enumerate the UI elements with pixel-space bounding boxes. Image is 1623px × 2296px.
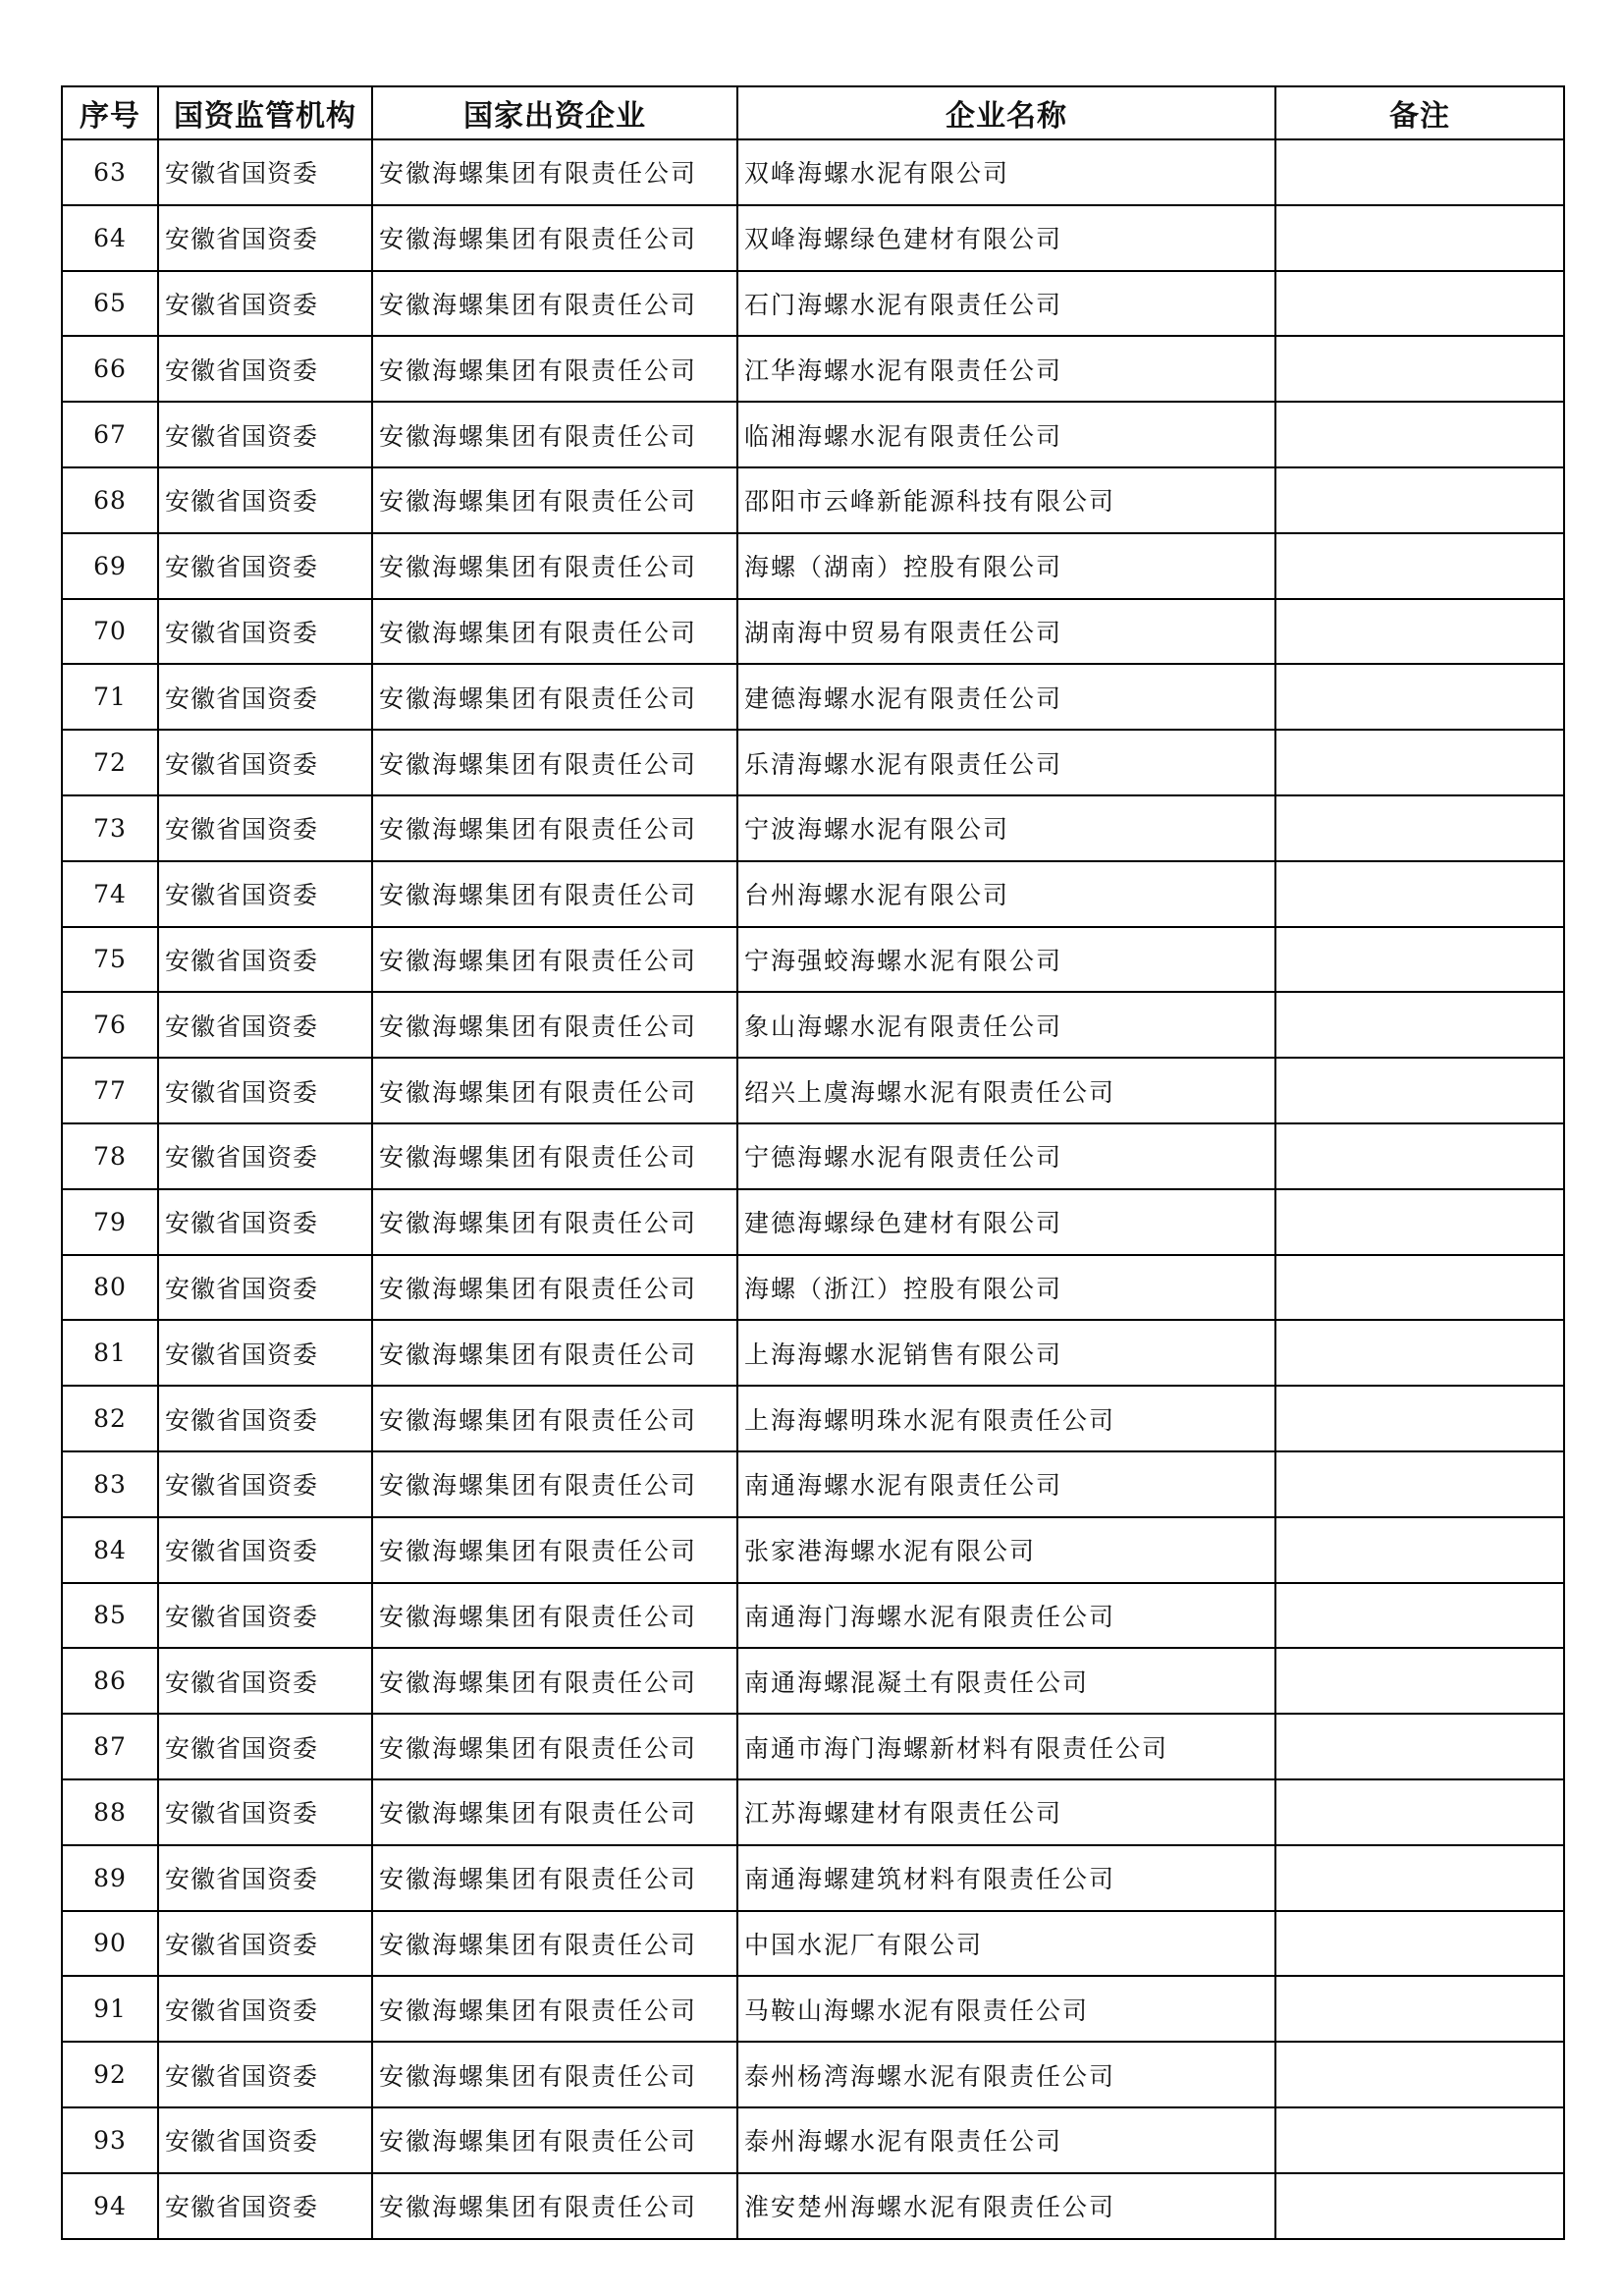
enterprise-name-cell: 上海海螺水泥销售有限公司 (737, 1320, 1275, 1386)
remarks-cell (1275, 467, 1564, 533)
investor-cell: 安徽海螺集团有限责任公司 (372, 1911, 737, 1977)
investor-cell: 安徽海螺集团有限责任公司 (372, 927, 737, 993)
supervisor-cell: 安徽省国资委 (158, 139, 372, 205)
remarks-cell (1275, 1255, 1564, 1321)
supervisor-cell: 安徽省国资委 (158, 730, 372, 795)
header-serial-number: 序号 (62, 86, 158, 139)
header-enterprise-name: 企业名称 (737, 86, 1275, 139)
remarks-cell (1275, 1911, 1564, 1977)
enterprise-name-cell: 海螺（湖南）控股有限公司 (737, 533, 1275, 599)
table-row (62, 1386, 1564, 1451)
serial-number-cell: 77 (62, 1058, 158, 1123)
supervisor-cell: 安徽省国资委 (158, 1517, 372, 1583)
supervisor-cell: 安徽省国资委 (158, 861, 372, 927)
enterprise-name-cell: 建德海螺水泥有限责任公司 (737, 664, 1275, 730)
remarks-cell (1275, 730, 1564, 795)
enterprise-name-cell: 马鞍山海螺水泥有限责任公司 (737, 1976, 1275, 2042)
remarks-cell (1275, 1517, 1564, 1583)
supervisor-cell: 安徽省国资委 (158, 1058, 372, 1123)
table-row (62, 271, 1564, 337)
supervisor-cell: 安徽省国资委 (158, 1451, 372, 1517)
supervisor-cell: 安徽省国资委 (158, 271, 372, 337)
supervisor-cell: 安徽省国资委 (158, 205, 372, 271)
investor-cell: 安徽海螺集团有限责任公司 (372, 1058, 737, 1123)
serial-number-cell: 65 (62, 271, 158, 337)
enterprise-name-cell: 中国水泥厂有限公司 (737, 1911, 1275, 1977)
table-row (62, 927, 1564, 993)
remarks-cell (1275, 139, 1564, 205)
remarks-cell (1275, 1189, 1564, 1255)
table-row (62, 2173, 1564, 2239)
remarks-cell (1275, 2173, 1564, 2239)
table-row (62, 336, 1564, 402)
enterprise-name-cell: 淮安楚州海螺水泥有限责任公司 (737, 2173, 1275, 2239)
table-row (62, 1255, 1564, 1321)
supervisor-cell: 安徽省国资委 (158, 2173, 372, 2239)
investor-cell: 安徽海螺集团有限责任公司 (372, 861, 737, 927)
supervisor-cell: 安徽省国资委 (158, 2107, 372, 2173)
investor-cell: 安徽海螺集团有限责任公司 (372, 1714, 737, 1779)
table-row (62, 664, 1564, 730)
supervisor-cell: 安徽省国资委 (158, 1320, 372, 1386)
serial-number-cell: 87 (62, 1714, 158, 1779)
remarks-cell (1275, 533, 1564, 599)
serial-number-cell: 76 (62, 992, 158, 1058)
enterprise-name-cell: 宁波海螺水泥有限公司 (737, 795, 1275, 861)
investor-cell: 安徽海螺集团有限责任公司 (372, 336, 737, 402)
serial-number-cell: 73 (62, 795, 158, 861)
table-row (62, 1976, 1564, 2042)
enterprise-name-cell: 南通海螺建筑材料有限责任公司 (737, 1845, 1275, 1911)
enterprise-name-cell: 南通海门海螺水泥有限责任公司 (737, 1583, 1275, 1649)
table-row (62, 1845, 1564, 1911)
enterprise-name-cell: 上海海螺明珠水泥有限责任公司 (737, 1386, 1275, 1451)
enterprise-name-cell: 泰州海螺水泥有限责任公司 (737, 2107, 1275, 2173)
serial-number-cell: 71 (62, 664, 158, 730)
supervisor-cell: 安徽省国资委 (158, 2042, 372, 2107)
serial-number-cell: 63 (62, 139, 158, 205)
investor-cell: 安徽海螺集团有限责任公司 (372, 1123, 737, 1189)
investor-cell: 安徽海螺集团有限责任公司 (372, 1976, 737, 2042)
investor-cell: 安徽海螺集团有限责任公司 (372, 1845, 737, 1911)
remarks-cell (1275, 599, 1564, 665)
enterprise-name-cell: 南通海螺水泥有限责任公司 (737, 1451, 1275, 1517)
enterprise-name-cell: 南通海螺混凝土有限责任公司 (737, 1648, 1275, 1714)
serial-number-cell: 92 (62, 2042, 158, 2107)
enterprise-name-cell: 张家港海螺水泥有限公司 (737, 1517, 1275, 1583)
supervisor-cell: 安徽省国资委 (158, 1255, 372, 1321)
investor-cell: 安徽海螺集团有限责任公司 (372, 992, 737, 1058)
remarks-cell (1275, 2042, 1564, 2107)
table-row (62, 1451, 1564, 1517)
remarks-cell (1275, 1714, 1564, 1779)
investor-cell: 安徽海螺集团有限责任公司 (372, 467, 737, 533)
table-header (62, 86, 1564, 139)
remarks-cell (1275, 1648, 1564, 1714)
header-investor: 国家出资企业 (372, 86, 737, 139)
enterprise-name-cell: 台州海螺水泥有限公司 (737, 861, 1275, 927)
table-body (62, 139, 1564, 2239)
remarks-cell (1275, 664, 1564, 730)
investor-cell: 安徽海螺集团有限责任公司 (372, 730, 737, 795)
remarks-cell (1275, 1845, 1564, 1911)
supervisor-cell: 安徽省国资委 (158, 1845, 372, 1911)
supervisor-cell: 安徽省国资委 (158, 1123, 372, 1189)
table-row (62, 1583, 1564, 1649)
supervisor-cell: 安徽省国资委 (158, 467, 372, 533)
investor-cell: 安徽海螺集团有限责任公司 (372, 533, 737, 599)
table-row (62, 467, 1564, 533)
remarks-cell (1275, 271, 1564, 337)
enterprise-list-table (61, 85, 1565, 2240)
investor-cell: 安徽海螺集团有限责任公司 (372, 2042, 737, 2107)
supervisor-cell: 安徽省国资委 (158, 1386, 372, 1451)
serial-number-cell: 89 (62, 1845, 158, 1911)
table-row (62, 205, 1564, 271)
remarks-cell (1275, 861, 1564, 927)
investor-cell: 安徽海螺集团有限责任公司 (372, 402, 737, 467)
remarks-cell (1275, 1779, 1564, 1845)
supervisor-cell: 安徽省国资委 (158, 1976, 372, 2042)
enterprise-name-cell: 江苏海螺建材有限责任公司 (737, 1779, 1275, 1845)
table-row (62, 730, 1564, 795)
enterprise-name-cell: 临湘海螺水泥有限责任公司 (737, 402, 1275, 467)
remarks-cell (1275, 1976, 1564, 2042)
table-row (62, 861, 1564, 927)
serial-number-cell: 64 (62, 205, 158, 271)
enterprise-name-cell: 南通市海门海螺新材料有限责任公司 (737, 1714, 1275, 1779)
remarks-cell (1275, 2107, 1564, 2173)
enterprise-name-cell: 乐清海螺水泥有限责任公司 (737, 730, 1275, 795)
supervisor-cell: 安徽省国资委 (158, 992, 372, 1058)
remarks-cell (1275, 992, 1564, 1058)
investor-cell: 安徽海螺集团有限责任公司 (372, 2173, 737, 2239)
serial-number-cell: 86 (62, 1648, 158, 1714)
table-row (62, 1714, 1564, 1779)
remarks-cell (1275, 1123, 1564, 1189)
table-row (62, 402, 1564, 467)
investor-cell: 安徽海螺集团有限责任公司 (372, 1779, 737, 1845)
serial-number-cell: 85 (62, 1583, 158, 1649)
serial-number-cell: 67 (62, 402, 158, 467)
remarks-cell (1275, 1386, 1564, 1451)
serial-number-cell: 82 (62, 1386, 158, 1451)
investor-cell: 安徽海螺集团有限责任公司 (372, 1517, 737, 1583)
investor-cell: 安徽海螺集团有限责任公司 (372, 599, 737, 665)
remarks-cell (1275, 1058, 1564, 1123)
table-row (62, 1648, 1564, 1714)
table-row (62, 1320, 1564, 1386)
serial-number-cell: 69 (62, 533, 158, 599)
serial-number-cell: 74 (62, 861, 158, 927)
supervisor-cell: 安徽省国资委 (158, 1714, 372, 1779)
investor-cell: 安徽海螺集团有限责任公司 (372, 1583, 737, 1649)
investor-cell: 安徽海螺集团有限责任公司 (372, 664, 737, 730)
enterprise-name-cell: 邵阳市云峰新能源科技有限公司 (737, 467, 1275, 533)
serial-number-cell: 94 (62, 2173, 158, 2239)
serial-number-cell: 93 (62, 2107, 158, 2173)
serial-number-cell: 66 (62, 336, 158, 402)
remarks-cell (1275, 205, 1564, 271)
investor-cell: 安徽海螺集团有限责任公司 (372, 1189, 737, 1255)
serial-number-cell: 79 (62, 1189, 158, 1255)
supervisor-cell: 安徽省国资委 (158, 1583, 372, 1649)
table-row (62, 1779, 1564, 1845)
supervisor-cell: 安徽省国资委 (158, 533, 372, 599)
remarks-cell (1275, 1583, 1564, 1649)
table-row (62, 1911, 1564, 1977)
table-row (62, 1189, 1564, 1255)
table-row (62, 992, 1564, 1058)
serial-number-cell: 68 (62, 467, 158, 533)
serial-number-cell: 80 (62, 1255, 158, 1321)
investor-cell: 安徽海螺集团有限责任公司 (372, 795, 737, 861)
table-row (62, 1058, 1564, 1123)
investor-cell: 安徽海螺集团有限责任公司 (372, 1386, 737, 1451)
table-row (62, 1123, 1564, 1189)
table-row (62, 2107, 1564, 2173)
supervisor-cell: 安徽省国资委 (158, 599, 372, 665)
header-supervisor: 国资监管机构 (158, 86, 372, 139)
enterprise-name-cell: 海螺（浙江）控股有限公司 (737, 1255, 1275, 1321)
serial-number-cell: 78 (62, 1123, 158, 1189)
investor-cell: 安徽海螺集团有限责任公司 (372, 1320, 737, 1386)
table-row (62, 2042, 1564, 2107)
serial-number-cell: 75 (62, 927, 158, 993)
serial-number-cell: 72 (62, 730, 158, 795)
supervisor-cell: 安徽省国资委 (158, 1779, 372, 1845)
remarks-cell (1275, 1320, 1564, 1386)
investor-cell: 安徽海螺集团有限责任公司 (372, 139, 737, 205)
table-row (62, 533, 1564, 599)
remarks-cell (1275, 402, 1564, 467)
investor-cell: 安徽海螺集团有限责任公司 (372, 271, 737, 337)
supervisor-cell: 安徽省国资委 (158, 927, 372, 993)
table-row (62, 139, 1564, 205)
remarks-cell (1275, 795, 1564, 861)
supervisor-cell: 安徽省国资委 (158, 402, 372, 467)
serial-number-cell: 84 (62, 1517, 158, 1583)
enterprise-name-cell: 绍兴上虞海螺水泥有限责任公司 (737, 1058, 1275, 1123)
header-remarks: 备注 (1275, 86, 1564, 139)
enterprise-name-cell: 象山海螺水泥有限责任公司 (737, 992, 1275, 1058)
enterprise-name-cell: 宁海强蛟海螺水泥有限公司 (737, 927, 1275, 993)
table-row (62, 1517, 1564, 1583)
investor-cell: 安徽海螺集团有限责任公司 (372, 1648, 737, 1714)
supervisor-cell: 安徽省国资委 (158, 1648, 372, 1714)
investor-cell: 安徽海螺集团有限责任公司 (372, 205, 737, 271)
supervisor-cell: 安徽省国资委 (158, 664, 372, 730)
serial-number-cell: 90 (62, 1911, 158, 1977)
serial-number-cell: 81 (62, 1320, 158, 1386)
supervisor-cell: 安徽省国资委 (158, 1911, 372, 1977)
enterprise-name-cell: 泰州杨湾海螺水泥有限责任公司 (737, 2042, 1275, 2107)
supervisor-cell: 安徽省国资委 (158, 795, 372, 861)
serial-number-cell: 88 (62, 1779, 158, 1845)
enterprise-name-cell: 双峰海螺水泥有限公司 (737, 139, 1275, 205)
enterprise-name-cell: 建德海螺绿色建材有限公司 (737, 1189, 1275, 1255)
supervisor-cell: 安徽省国资委 (158, 336, 372, 402)
remarks-cell (1275, 1451, 1564, 1517)
supervisor-cell: 安徽省国资委 (158, 1189, 372, 1255)
investor-cell: 安徽海螺集团有限责任公司 (372, 2107, 737, 2173)
serial-number-cell: 70 (62, 599, 158, 665)
enterprise-name-cell: 宁德海螺水泥有限责任公司 (737, 1123, 1275, 1189)
table-row (62, 599, 1564, 665)
enterprise-name-cell: 江华海螺水泥有限责任公司 (737, 336, 1275, 402)
serial-number-cell: 91 (62, 1976, 158, 2042)
serial-number-cell: 83 (62, 1451, 158, 1517)
investor-cell: 安徽海螺集团有限责任公司 (372, 1255, 737, 1321)
investor-cell: 安徽海螺集团有限责任公司 (372, 1451, 737, 1517)
remarks-cell (1275, 927, 1564, 993)
remarks-cell (1275, 336, 1564, 402)
enterprise-name-cell: 湖南海中贸易有限责任公司 (737, 599, 1275, 665)
enterprise-name-cell: 双峰海螺绿色建材有限公司 (737, 205, 1275, 271)
table-row (62, 795, 1564, 861)
header-row (62, 86, 1564, 139)
enterprise-name-cell: 石门海螺水泥有限责任公司 (737, 271, 1275, 337)
